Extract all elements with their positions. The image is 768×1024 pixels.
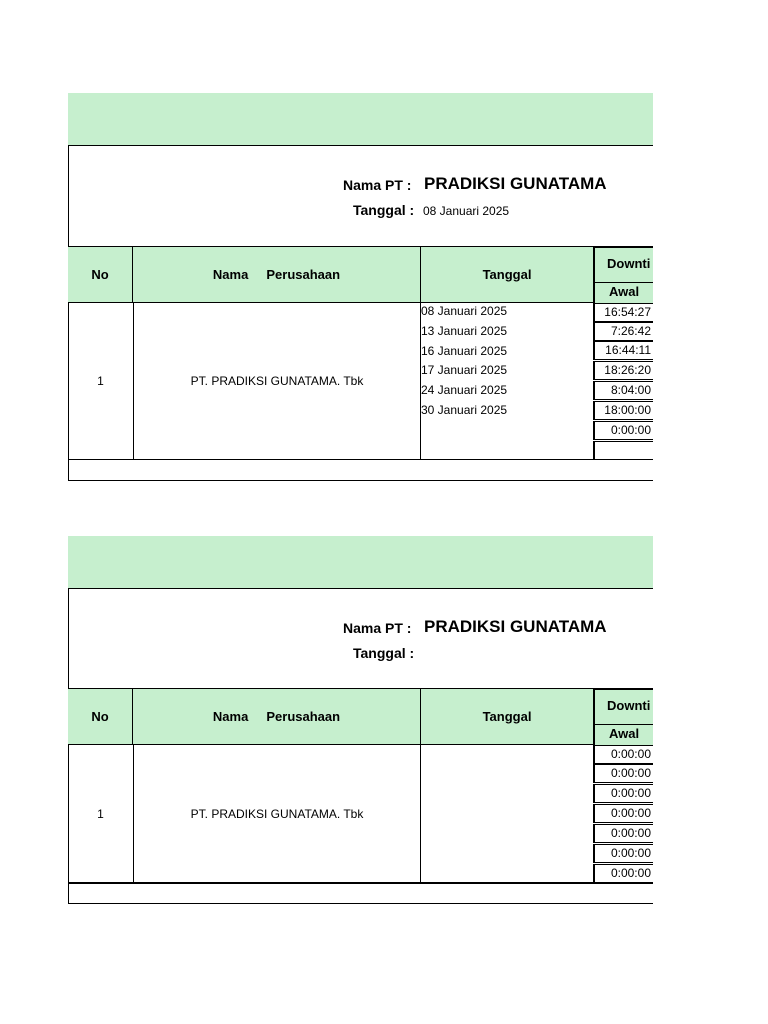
date-item: 08 Januari 2025 bbox=[421, 304, 508, 318]
downtime-report-2 bbox=[68, 536, 653, 904]
cell-perusahaan: PT. PRADIKSI GUNATAMA. Tbk bbox=[190, 374, 364, 388]
awal-time-cell: 0:00:00 bbox=[593, 745, 653, 764]
awal-time-cell: 16:44:11 bbox=[593, 341, 653, 360]
downtime-report-1 bbox=[68, 93, 653, 481]
title-banner bbox=[68, 93, 653, 146]
awal-time-cell bbox=[593, 441, 653, 460]
tanggal-value: 08 Januari 2025 bbox=[423, 204, 510, 218]
awal-time-cell: 0:00:00 bbox=[593, 824, 653, 843]
awal-time-cell: 0:00:00 bbox=[593, 764, 653, 783]
awal-time-cell: 8:04:00 bbox=[593, 381, 653, 400]
nama-pt-label: Nama PT : bbox=[343, 620, 412, 636]
awal-time-cell: 18:26:20 bbox=[593, 361, 653, 380]
date-item: 13 Januari 2025 bbox=[421, 324, 508, 338]
cell-no: 1 bbox=[97, 374, 104, 388]
date-item: 30 Januari 2025 bbox=[421, 403, 508, 417]
awal-time-cell: 16:54:27 bbox=[593, 303, 653, 322]
header-no: No bbox=[68, 246, 133, 303]
row-bottom-border bbox=[68, 459, 653, 460]
awal-time-cell: 0:00:00 bbox=[593, 784, 653, 803]
cell-no: 1 bbox=[97, 806, 104, 821]
date-item: 16 Januari 2025 bbox=[421, 344, 508, 358]
header-awal: Awal bbox=[593, 282, 653, 303]
date-item: 17 Januari 2025 bbox=[421, 363, 508, 377]
nama-pt-value: PRADIKSI GUNATAMA bbox=[424, 617, 607, 636]
awal-time-cell: 0:00:00 bbox=[593, 421, 653, 440]
cell-perusahaan: PT. PRADIKSI GUNATAMA. Tbk bbox=[190, 806, 364, 821]
row-bottom-border bbox=[68, 882, 653, 884]
header-downtime: Downti bbox=[593, 688, 653, 724]
header-downtime: Downti bbox=[593, 246, 653, 282]
tanggal-label: Tanggal : bbox=[353, 645, 415, 661]
header-tanggal: Tanggal bbox=[421, 246, 593, 303]
date-item: 24 Januari 2025 bbox=[421, 383, 508, 397]
awal-time-cell: 18:00:00 bbox=[593, 401, 653, 420]
nama-pt-value: PRADIKSI GUNATAMA bbox=[424, 174, 607, 193]
header-tanggal: Tanggal bbox=[421, 688, 593, 745]
awal-time-cell: 0:00:00 bbox=[593, 804, 653, 823]
header-no: No bbox=[68, 688, 133, 745]
nama-pt-label: Nama PT : bbox=[343, 177, 412, 193]
header-nama-perusahaan: Nama Perusahaan bbox=[133, 246, 421, 303]
header-nama-perusahaan: Nama Perusahaan bbox=[133, 688, 421, 745]
title-banner bbox=[68, 536, 653, 589]
awal-time-cell: 0:00:00 bbox=[593, 864, 653, 883]
tanggal-label: Tanggal : bbox=[353, 202, 415, 218]
awal-time-cell: 7:26:42 bbox=[593, 322, 653, 341]
header-awal: Awal bbox=[593, 724, 653, 745]
awal-time-cell: 0:00:00 bbox=[593, 844, 653, 863]
